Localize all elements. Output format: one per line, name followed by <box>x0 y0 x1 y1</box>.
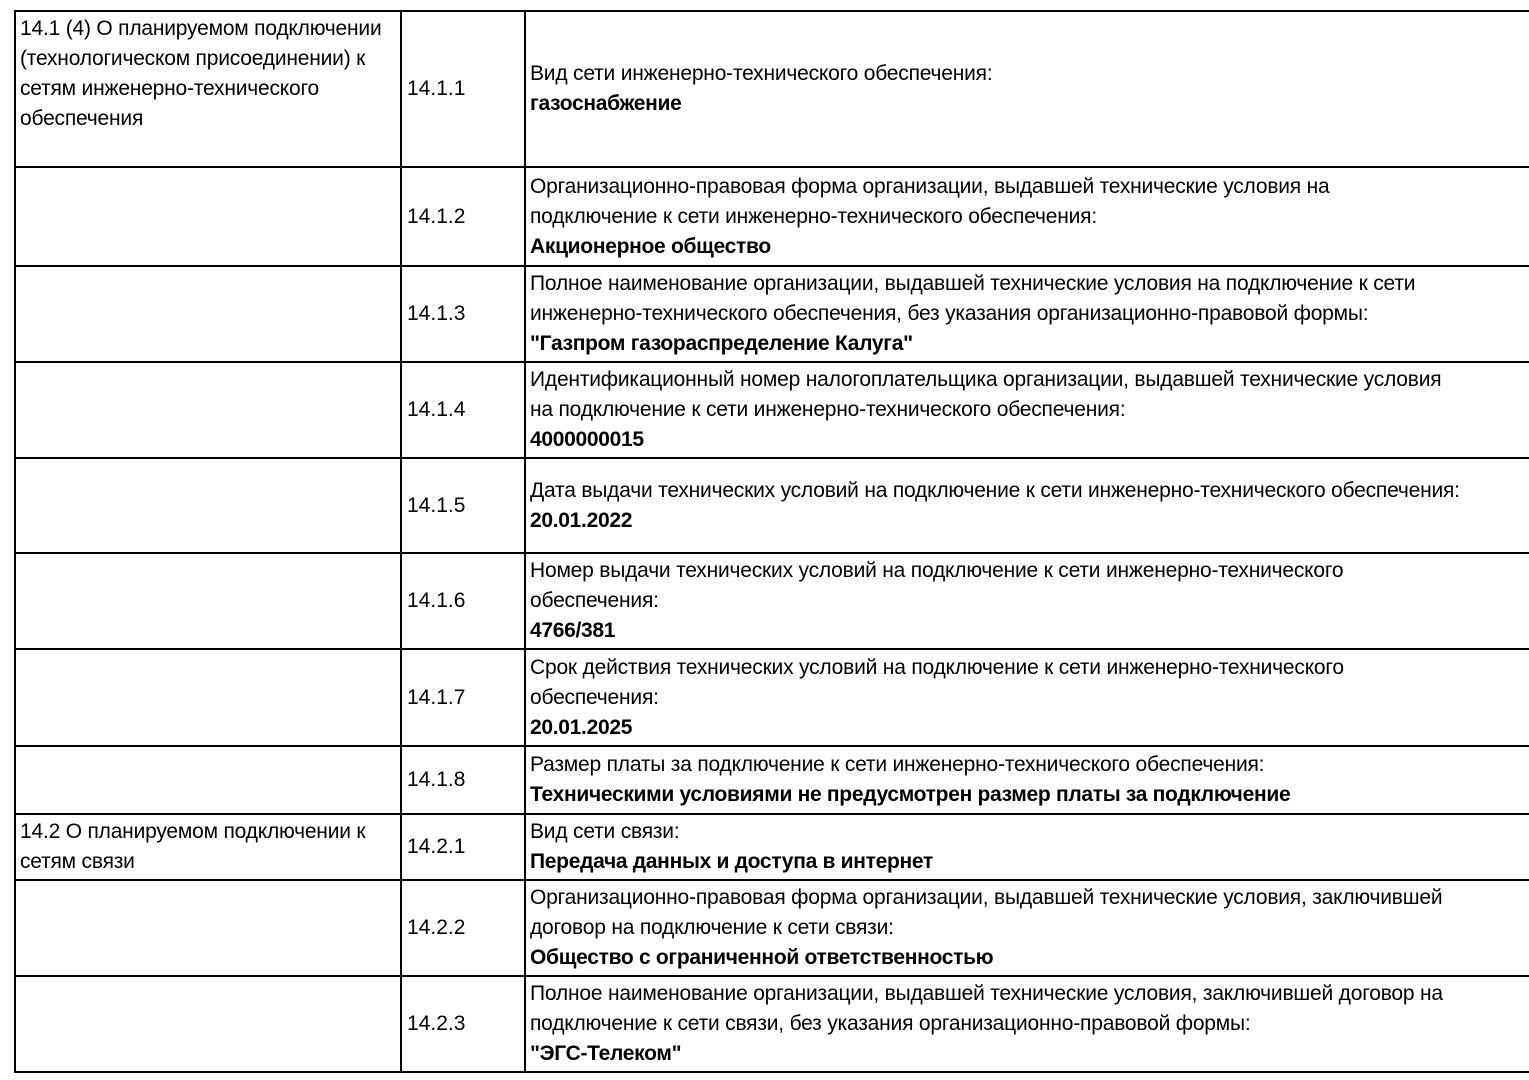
code-cell: 14.1.4 <box>401 362 525 458</box>
field-value: "ЭГС-Телеком" <box>530 1042 682 1065</box>
declaration-table-body <box>15 11 1529 1072</box>
field-label: Полное наименование организации, выдавшей технические условия на подключение к сети инженерно-технического обеспечения, без указания организационно-правовой формы: <box>530 272 1416 325</box>
field-value: 4000000015 <box>530 428 644 451</box>
field-label: Размер платы за подключение к сети инженерно-технического обеспечения: <box>530 753 1265 776</box>
section-cell <box>15 880 401 976</box>
field-label: Полное наименование организации, выдавшей технические условия, заключившей договор на подключение к сети связи, без указания организационно-правовой формы: <box>530 982 1443 1035</box>
content-cell <box>525 458 1529 553</box>
code-cell: 14.2.1 <box>401 814 525 880</box>
field-label: Дата выдачи технических условий на подключение к сети инженерно-технического обеспечения: <box>530 478 1460 502</box>
field-label: Вид сети связи: <box>530 820 680 843</box>
code-cell: 14.1.6 <box>401 553 525 649</box>
field <box>530 979 1460 1069</box>
content-cell <box>525 814 1529 880</box>
content-cell <box>525 976 1529 1072</box>
table-row <box>15 458 1529 553</box>
field-label: Срок действия технических условий на подключение к сети инженерно-технического обеспечения: <box>530 655 1344 709</box>
field <box>530 883 1460 973</box>
table-row <box>15 649 1529 746</box>
section-cell <box>15 649 401 746</box>
field <box>530 365 1460 455</box>
field <box>530 817 1460 877</box>
field-value: "Газпром газораспределение Калуга" <box>530 332 913 355</box>
content-cell <box>525 266 1529 362</box>
section-cell <box>15 167 401 266</box>
code-cell: 14.1.8 <box>401 746 525 814</box>
content-cell <box>525 649 1529 746</box>
content-cell <box>525 362 1529 458</box>
field <box>530 172 1460 262</box>
field-value: 20.01.2022 <box>530 508 633 532</box>
code-cell: 14.1.2 <box>401 167 525 266</box>
field-value: Техническими условиями не предусмотрен размер платы за подключение <box>530 783 1291 806</box>
field-label: Идентификационный номер налогоплательщика организации, выдавшей технические условия на подключение к сети инженерно-технического обеспечения: <box>530 368 1442 421</box>
section-cell <box>15 266 401 362</box>
section-cell <box>15 976 401 1072</box>
section-cell <box>15 746 401 814</box>
code-cell: 14.1.5 <box>401 458 525 553</box>
content-cell <box>525 746 1529 814</box>
code-cell: 14.2.3 <box>401 976 525 1072</box>
field <box>530 556 1460 646</box>
field-label: Номер выдачи технических условий на подключение к сети инженерно-технического обеспечения: <box>530 559 1344 612</box>
code-cell: 14.1.3 <box>401 266 525 362</box>
content-cell <box>525 167 1529 266</box>
field-value: 4766/381 <box>530 619 616 642</box>
field-label: Организационно-правовая форма организации, выдавшей технические условия на подключение к сети инженерно-технического обеспечения: <box>530 174 1330 228</box>
field-value: Акционерное общество <box>530 234 771 258</box>
table-row <box>15 814 1529 880</box>
content-cell <box>525 11 1529 167</box>
declaration-table <box>14 10 1529 1073</box>
field-label: Вид сети инженерно-технического обеспечения: <box>530 62 993 85</box>
table-row <box>15 11 1529 167</box>
section-cell <box>15 553 401 649</box>
field-label: Организационно-правовая форма организации, выдавшей технические условия, заключившей договор на подключение к сети связи: <box>530 886 1443 939</box>
field <box>530 653 1460 743</box>
table-row <box>15 880 1529 976</box>
content-cell <box>525 553 1529 649</box>
section-cell <box>15 458 401 553</box>
field <box>530 59 1460 119</box>
field <box>530 750 1460 810</box>
section-cell: 14.1 (4) О планируемом подключении (технологическом присоединении) к сетям инженерно-технического обеспечения <box>15 11 401 167</box>
code-cell: 14.1.1 <box>401 11 525 167</box>
table-row <box>15 553 1529 649</box>
field-value: газоснабжение <box>530 92 682 115</box>
code-cell: 14.1.7 <box>401 649 525 746</box>
table-row <box>15 167 1529 266</box>
table-row <box>15 266 1529 362</box>
content-cell <box>525 880 1529 976</box>
field-value: Передача данных и доступа в интернет <box>530 850 933 873</box>
field <box>530 269 1460 359</box>
field-value: Общество с ограниченной ответственностью <box>530 946 994 969</box>
code-cell: 14.2.2 <box>401 880 525 976</box>
section-cell: 14.2 О планируемом подключении к сетям связи <box>15 814 401 880</box>
field-value: 20.01.2025 <box>530 715 633 739</box>
section-cell <box>15 362 401 458</box>
table-row <box>15 746 1529 814</box>
table-row <box>15 362 1529 458</box>
table-row <box>15 976 1529 1072</box>
field <box>530 476 1460 536</box>
